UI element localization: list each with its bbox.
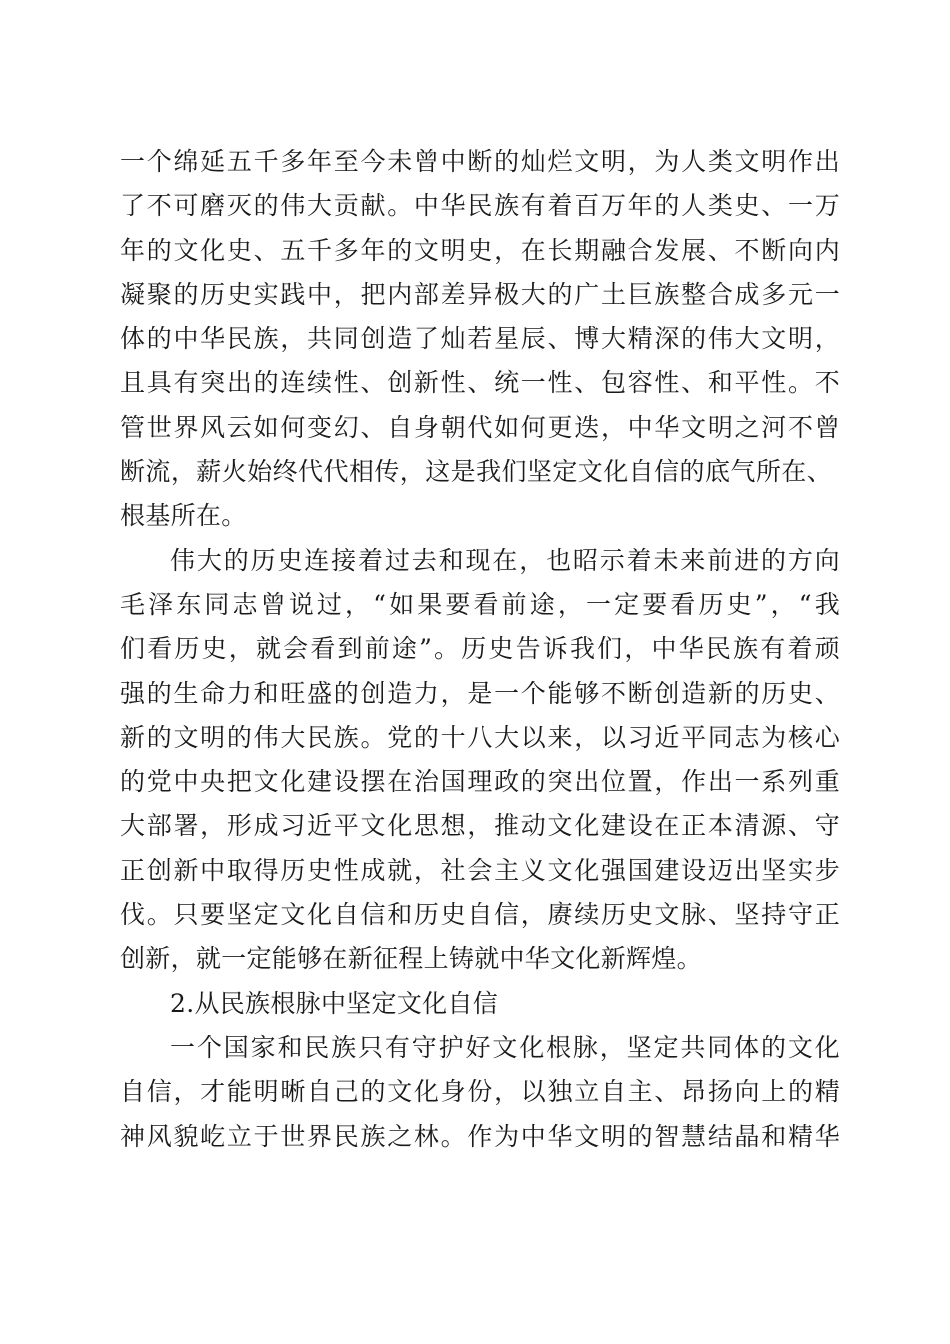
paragraph-line: 体的中华民族，共同创造了灿若星辰、博大精深的伟大文明，	[120, 324, 840, 354]
paragraph-line: 们看历史，就会看到前途”。历史告诉我们，中华民族有着顽	[120, 634, 840, 664]
paragraph-line: 了不可磨灭的伟大贡献。中华民族有着百万年的人类史、一万	[120, 191, 840, 221]
paragraph-line: 凝聚的历史实践中，把内部差异极大的广土巨族整合成多元一	[120, 279, 840, 309]
paragraph-line: 大部署，形成习近平文化思想，推动文化建设在正本清源、守	[120, 811, 840, 841]
paragraph-line: 根基所在。	[120, 501, 247, 531]
paragraph-line: 且具有突出的连续性、创新性、统一性、包容性、和平性。不	[120, 368, 840, 398]
paragraph-line: 伐。只要坚定文化自信和历史自信，赓续历史文脉、坚持守正	[120, 900, 840, 930]
paragraph-first-line: 一个国家和民族只有守护好文化根脉，坚定共同体的文化	[170, 1032, 840, 1062]
paragraph-line: 创新，就一定能够在新征程上铸就中华文化新辉煌。	[120, 944, 702, 974]
paragraph-first-line: 伟大的历史连接着过去和现在，也昭示着未来前进的方向	[170, 545, 840, 575]
document-body	[120, 140, 840, 1159]
paragraph-line: 一个绵延五千多年至今未曾中断的灿烂文明，为人类文明作出	[120, 147, 840, 176]
paragraph-line: 断流，薪火始终代代相传，这是我们坚定文化自信的底气所在、	[120, 457, 832, 487]
paragraph-line: 新的文明的伟大民族。党的十八大以来，以习近平同志为核心	[120, 722, 840, 752]
paragraph-line: 强的生命力和旺盛的创造力，是一个能够不断创造新的历史、	[120, 678, 840, 708]
paragraph-line: 管世界风云如何变幻、自身朝代如何更迭，中华文明之河不曾	[120, 412, 840, 442]
paragraph-line: 的党中央把文化建设摆在治国理政的突出位置，作出一系列重	[120, 767, 840, 797]
paragraph-line: 自信，才能明晰自己的文化身份，以独立自主、昂扬向上的精	[120, 1077, 840, 1107]
paragraph-line: 毛泽东同志曾说过，“如果要看前途，一定要看历史”，“我	[120, 589, 840, 619]
paragraph-line: 年的文化史、五千多年的文明史，在长期融合发展、不断向内	[120, 235, 840, 265]
section-heading: 2.从民族根脉中坚定文化自信	[170, 988, 499, 1018]
paragraph-line: 神风貌屹立于世界民族之林。作为中华文明的智慧结晶和精华	[120, 1121, 840, 1151]
paragraph-line: 正创新中取得历史性成就，社会主义文化强国建设迈出坚实步	[120, 855, 840, 885]
